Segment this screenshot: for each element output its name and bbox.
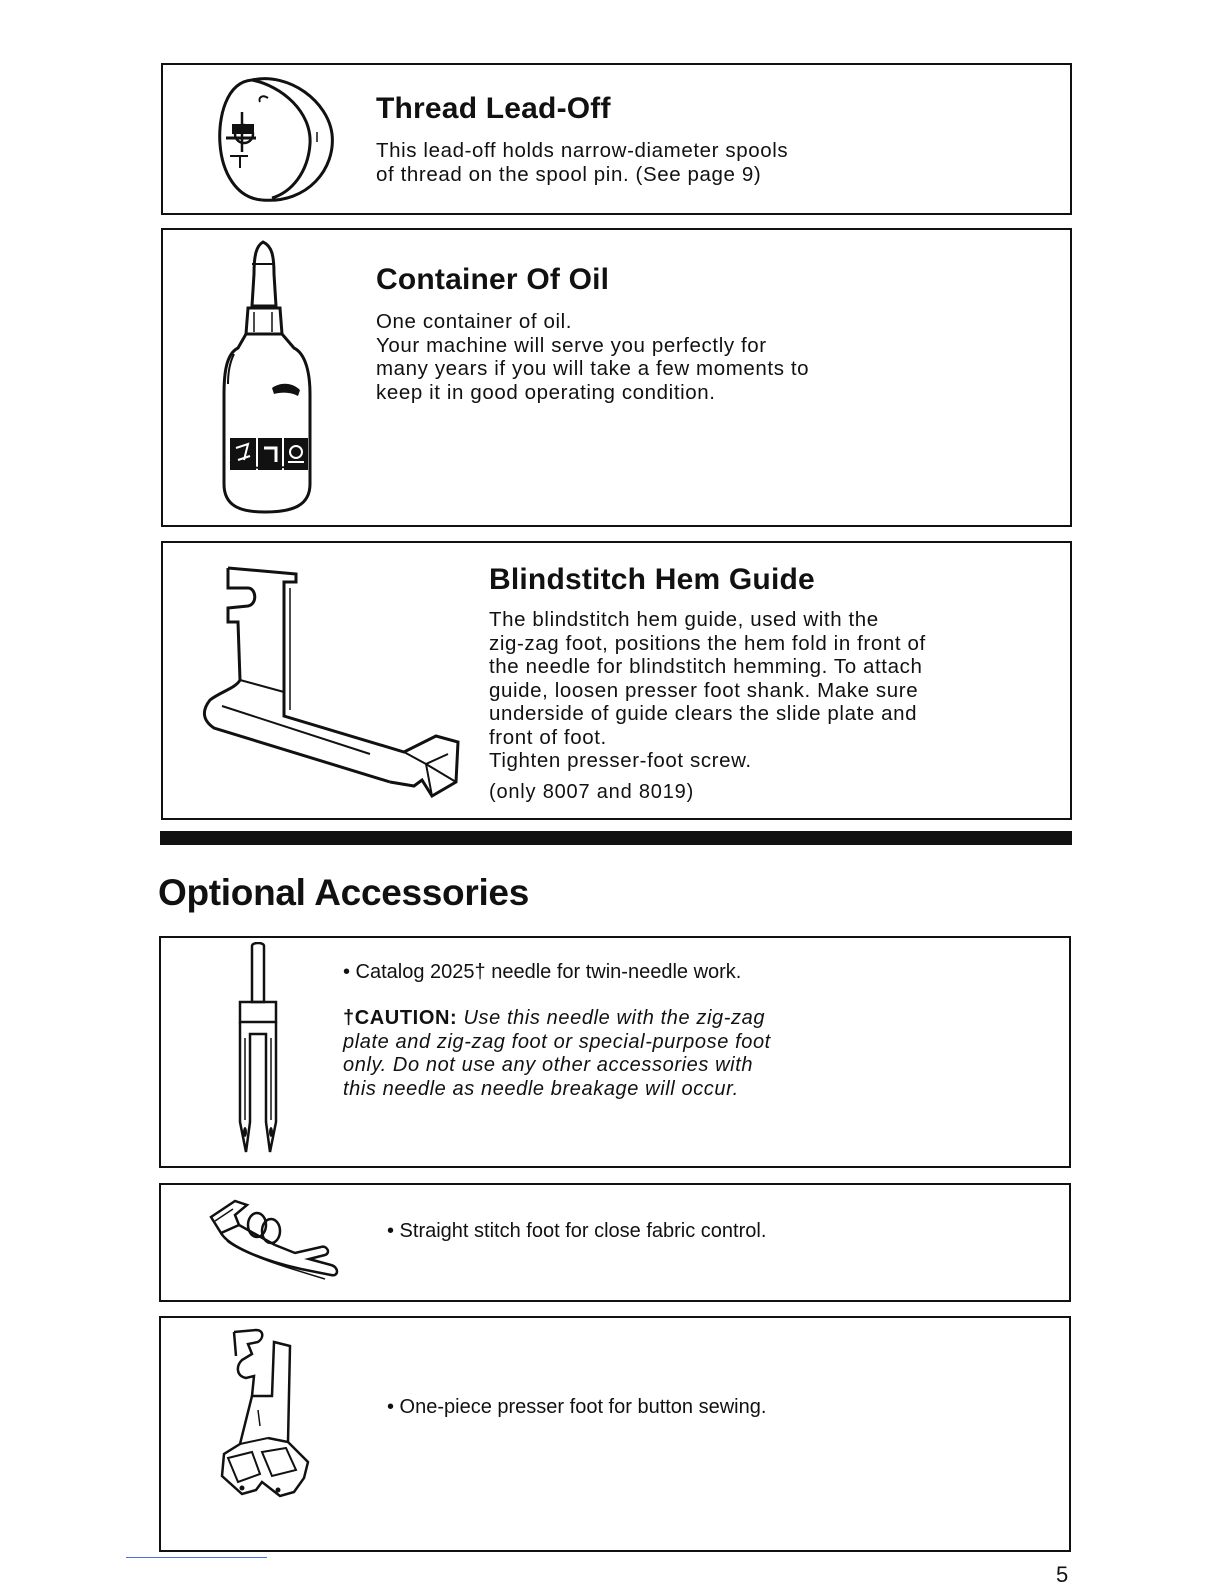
container-of-oil-title: Container Of Oil [376,263,610,296]
thread-lead-off-title: Thread Lead-Off [376,92,611,125]
text-line: Your machine will serve you perfectly for [376,333,767,357]
page-number: 5 [1056,1562,1069,1587]
hem-guide-icon [200,560,465,805]
text-line: The blindstitch hem guide, used with the [489,608,879,631]
container-of-oil-text [376,310,1016,404]
twin-needle-icon [228,942,288,1157]
text-line: the needle for blindstitch hemming. To attach [489,655,923,678]
text-line: guide, loosen presser foot shank. Make sure [489,678,919,702]
text-line: One container of oil. [376,310,573,333]
text-line: Tighten presser-foot screw. [489,749,752,772]
thread-lead-off-icon [212,72,337,207]
caution-line: plate and zig-zag foot or special-purpose foot [343,1030,771,1053]
optional-accessories-heading: Optional Accessories [158,872,529,913]
caution-line: Use this needle with the zig-zag [463,1007,766,1029]
text-line: zig-zag foot, positions the hem fold in front of [489,631,926,655]
caution-line: this needle as needle breakage will occur. [343,1077,739,1100]
blindstitch-hem-guide-title: Blindstitch Hem Guide [489,563,815,596]
thread-lead-off-text [376,139,976,186]
caution-line: only. Do not use any other accessories with [343,1054,754,1076]
text-line: many years if you will take a few moments to [376,357,810,380]
twin-needle-caution [343,1007,803,1101]
section-divider [160,831,1072,845]
text-line: of thread on the spool pin. (See page 9) [376,162,762,186]
button-foot-bullet: • One-piece presser foot for button sewing. [387,1396,767,1418]
footer-line [126,1557,267,1558]
button-foot-icon [212,1326,322,1501]
text-line: keep it in good operating condition. [376,380,716,404]
twin-needle-bullet: • Catalog 2025† needle for twin-needle work. [343,961,742,983]
text-line: This lead-off holds narrow-diameter spools [376,139,789,162]
text-line: underside of guide clears the slide plate and [489,702,918,725]
model-note: (only 8007 and 8019) [489,781,695,803]
caution-label: †CAUTION: [343,1007,458,1029]
text-line: front of foot. [489,725,607,749]
oil-bottle-icon [210,234,325,519]
straight-stitch-foot-bullet: • Straight stitch foot for close fabric control. [387,1220,767,1242]
blindstitch-hem-guide-text [489,608,1009,773]
straight-stitch-foot-icon [205,1195,340,1285]
